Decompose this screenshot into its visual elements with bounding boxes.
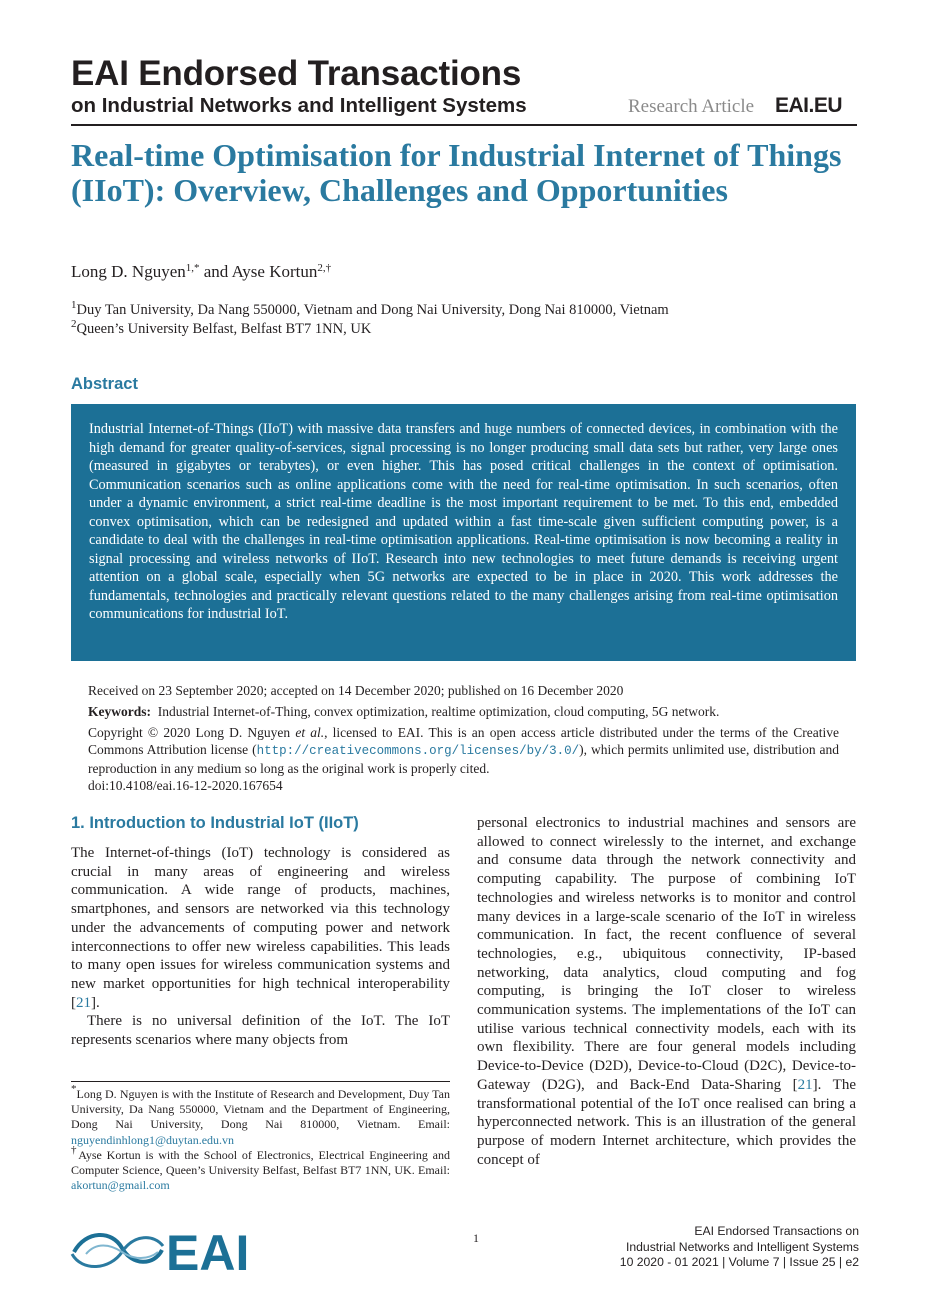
author-conjunction: and (199, 262, 232, 281)
abstract-heading: Abstract (71, 375, 138, 393)
footer-line: EAI Endorsed Transactions on (694, 1224, 859, 1238)
footnote-marker: * (71, 1083, 77, 1095)
email-link[interactable]: nguyendinhlong1@duytan.edu.vn (71, 1132, 235, 1147)
license-link[interactable]: http://creativecommons.org/licenses/by/3.0/ (256, 744, 580, 758)
author-affiliation-marker: 1,* (185, 262, 200, 274)
affiliation (71, 299, 669, 319)
footnote-marker: † (71, 1143, 79, 1156)
footnote (71, 1143, 450, 1194)
copyright-text: , licensed to EAI. This is an open access article distributed under the terms of the Creative Commons Attribution license ( (88, 725, 839, 757)
section-heading: 1. Introduction to Industrial IoT (IIoT) (71, 814, 359, 832)
citation-link[interactable]: 21 (797, 1076, 813, 1093)
et-al: et al. (295, 725, 325, 740)
page-number: 1 (473, 1231, 479, 1245)
journal-title: EAI Endorsed Transactions (71, 54, 522, 93)
body-paragraph (71, 844, 450, 1012)
footnote (71, 1083, 450, 1148)
paper-title: Real-time Optimisation for Industrial Internet of Things (IIoT): Overview, Challenges and Opportunities (71, 137, 842, 208)
copyright-text: Copyright © 2020 Long D. Nguyen (88, 725, 296, 740)
article-type: Research Article (628, 96, 755, 117)
footnote-divider (71, 1081, 450, 1082)
copyright-notice (88, 724, 839, 794)
paragraph-text: personal electronics to industrial machines and sensors are allowed to connect wirelessly to the internet, and exchange and consume data through the network connectivity and computing capability. The purpose of combining IoT technologies and wireless networks is to monitor and control many devices in a large-scale scenario of the IoT in wireless communication. In fact, the recent confluence of several technologies, e.g., ubiquitous connectivity, IP-based networking, data analytics, cloud computing and fog computing, is bringing the IoT closer to wireless communication systems. The implementations of the IoT can utilise various technical connectivity models, each with its own flexibility. There are four general models including Device-to-Device (D2D), Device-to-Cloud (D2C), Device-to-Gateway (D2G), and Back-End Data-Sharing [ (477, 815, 856, 1093)
abstract-text: Industrial Internet-of-Things (IIoT) with massive data transfers and huge numbers of connected devices, in combination with the high demand for greater quality-of-services, signal processing is no longer producing small data sets but rather, very large ones (measured in gigabytes or terabytes), or even higher. This has posed critical challenges in the context of optimisation. Communication scenarios such as online applications come with the need for real-time optimisation. In such scenarios, often under a dynamic environment, a strict real-time deadline is the most important requirement to be met. To this end, embedded convex optimisation, which can be redesigned and updated within a fast time-scale given sufficient computing power, is a candidate to deal with the challenges in real-time optimisation applications. Real-time optimisation is now becoming a reality in signal processing and wireless networks of IIoT. Research into new technologies to meet future demands is receiving urgent attention on a global scale, especially when 5G networks are expected to be in place in 2020. This work addresses the fundamentals, technologies and practically relevant questions related to the many challenges arising from real-time optimisation communications for industrial IoT. (89, 421, 838, 622)
keywords-text: Industrial Internet-of-Thing, convex optimization, realtime optimization, cloud computing, 5G network. (157, 704, 720, 719)
body-paragraph: There is no universal definition of the IoT. The IoT represents scenarios where many objects from (71, 1013, 450, 1049)
eai-eu-brand: EAI.EU (775, 94, 843, 117)
affiliation-marker: 2 (71, 318, 77, 330)
email-link[interactable]: akortun@gmail.com (71, 1178, 170, 1193)
footnote-text: Ayse Kortun is with the School of Electronics, Electrical Engineering and Computer Science, Queen’s University Belfast, Belfast BT7 1NN, UK. Email: (71, 1147, 450, 1178)
header-divider (71, 124, 857, 126)
footnote-text: Long D. Nguyen is with the Institute of Research and Development, Duy Tan University, Da Nang 550000, Vietnam and the Department of Engineering, Dong Nai University, Dong Nai 810000, Vietnam. Email: (71, 1087, 450, 1132)
body-column-right (477, 814, 856, 1169)
affiliation-marker: 1 (71, 299, 77, 311)
affiliation (71, 318, 372, 338)
affiliation-text: Queen’s University Belfast, Belfast BT7 1NN, UK (76, 321, 372, 337)
copyright-text: ), which permits unlimited use, distribution and reproduction in any medium so long as the original work is properly cited. (88, 742, 840, 776)
citation-link[interactable]: 21 (76, 994, 91, 1011)
keywords (88, 703, 848, 720)
keywords-label: Keywords: (88, 704, 151, 719)
paragraph-text: The Internet-of-things (IoT) technology is considered as crucial in many areas of engineering and wireless communication. A wide range of products, machines, smartphones, and sensors are networked via this technology under the advancements of computing power and network interconnections to offer new wireless capabilities. This leads to many open issues for wireless communication systems and new market opportunities for high technical interoperability [ (71, 845, 450, 1011)
abstract-box (71, 404, 856, 661)
footer-citation (560, 1224, 859, 1271)
footer-line: Industrial Networks and Intelligent Systems (625, 1239, 859, 1254)
paragraph-text: ]. The transformational potential of the IoT once realised can bring a hyperconnected network. This is an illustration of the general purpose of modern Internet architecture, which provides the concept of (477, 1076, 856, 1168)
author-name: Ayse Kortun (231, 262, 318, 281)
author-name: Long D. Nguyen (71, 262, 186, 281)
journal-subtitle: on Industrial Networks and Intelligent Systems (71, 94, 527, 117)
doi: doi:10.4108/eai.16-12-2020.167654 (88, 778, 283, 793)
affiliation-text: Duy Tan University, Da Nang 550000, Vietnam and Dong Nai University, Dong Nai 810000, Vietnam (76, 302, 669, 318)
eai-logo (66, 1224, 266, 1274)
author-affiliation-marker: 2,† (317, 262, 332, 274)
footnotes (71, 1083, 450, 1193)
body-column-left (71, 844, 450, 1050)
received-dates: Received on 23 September 2020; accepted on 14 December 2020; published on 16 December 2020 (88, 683, 624, 698)
footer-line: 10 2020 - 01 2021 | Volume 7 | Issue 25 | e2 (619, 1255, 859, 1269)
logo-text: EAI (166, 1225, 250, 1274)
paragraph-text: ]. (91, 994, 100, 1011)
author-list (71, 262, 331, 282)
